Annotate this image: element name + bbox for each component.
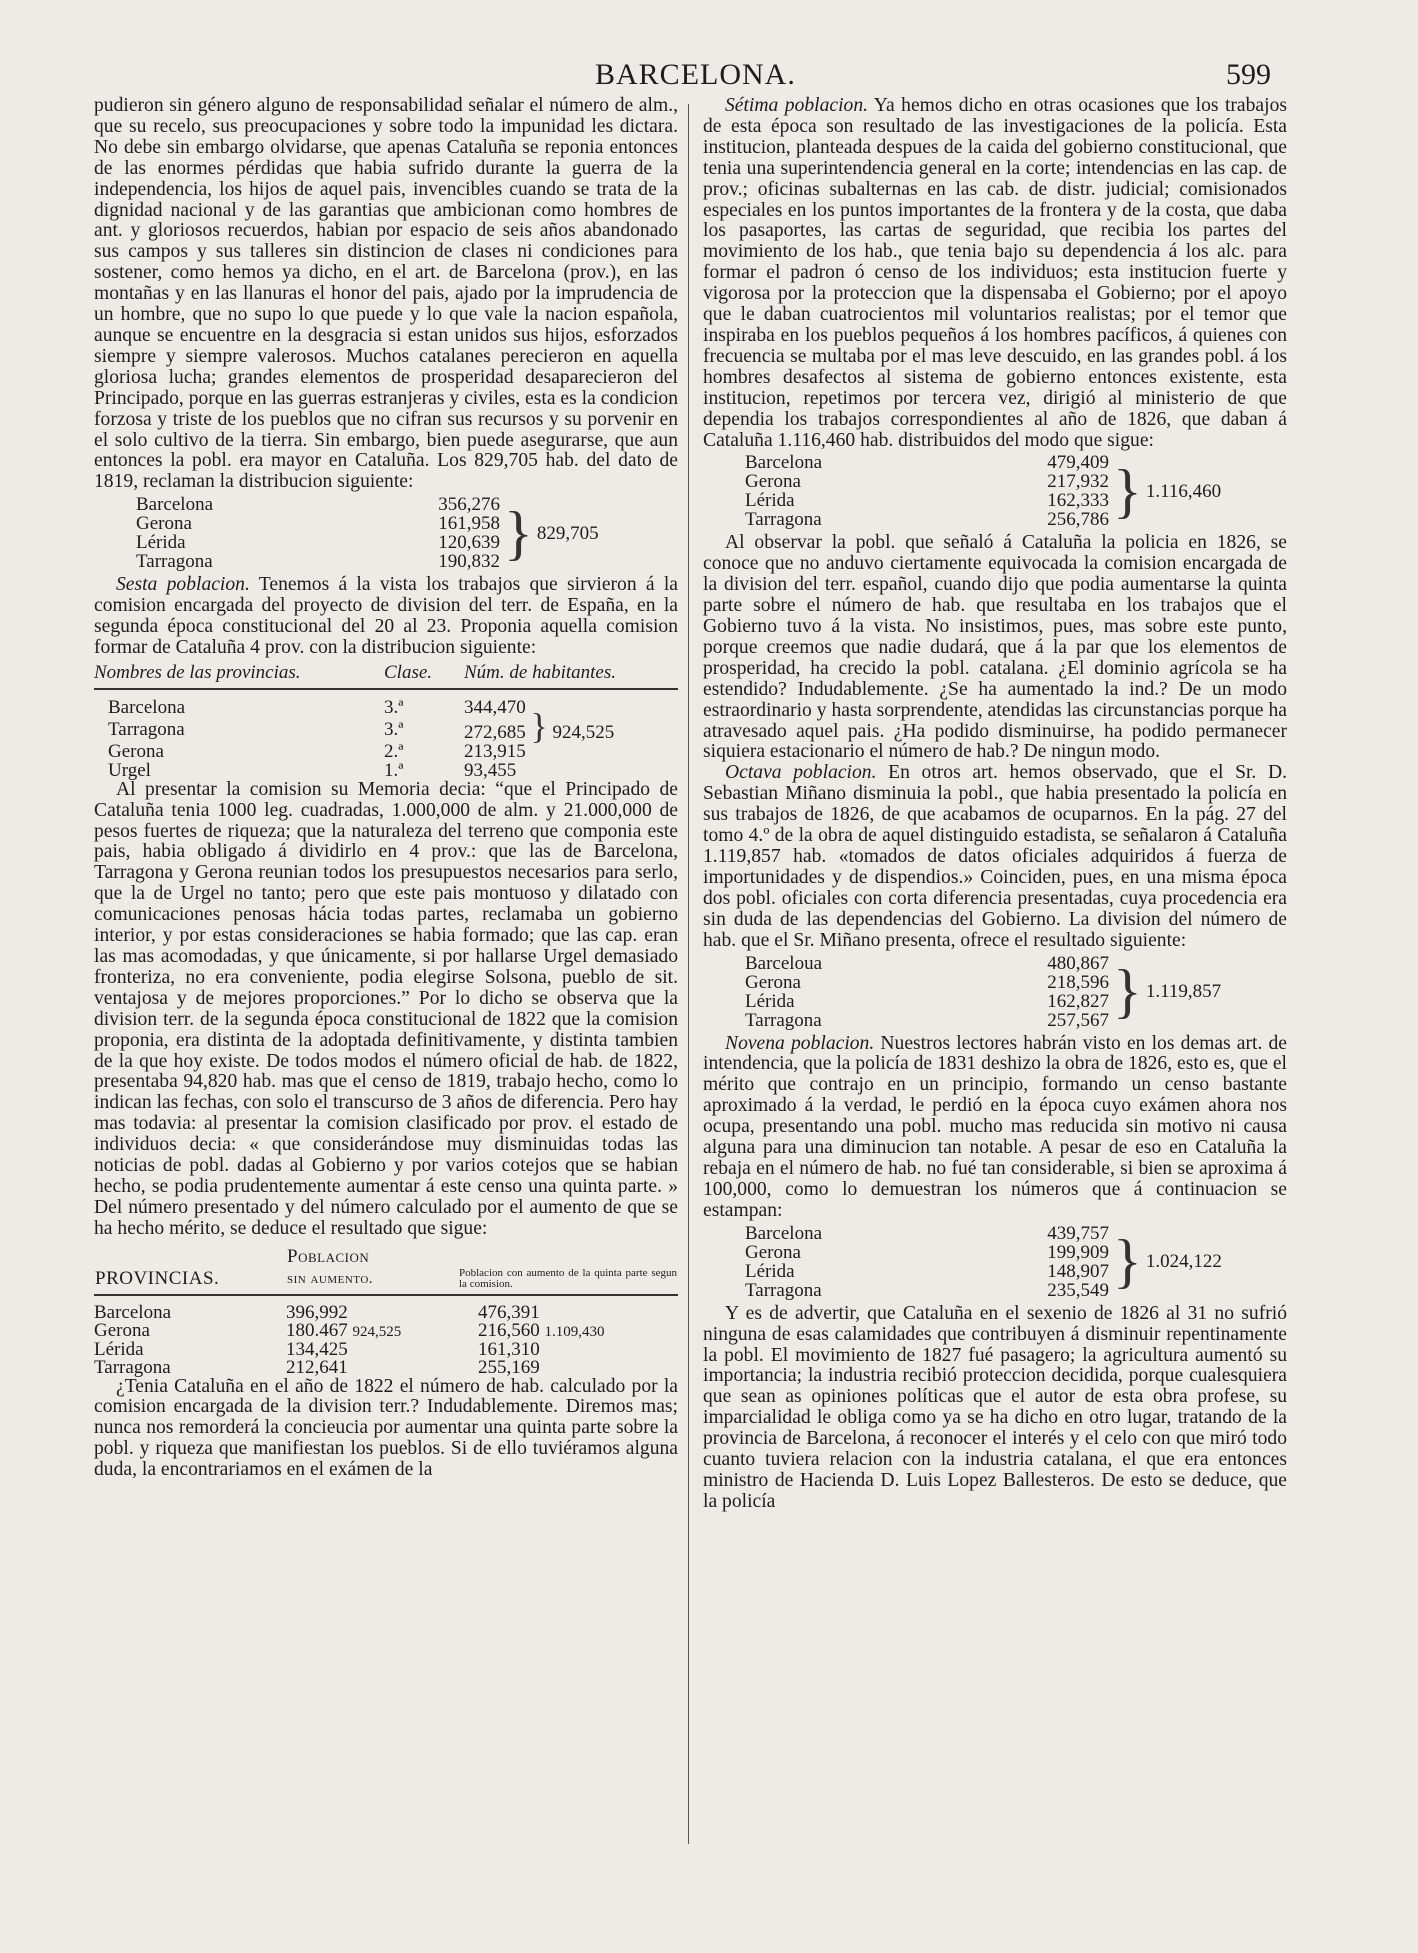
paragraph-text: Nuestros lectores habrán visto en los demas art. de intendencia, que la policía de 1831 deshizo la obra de 1826, esto es, que el mérito que contrajo en un principio, formando un censo bastante aproximado á la verdad, le perdió en la época cuyo exámen ahora nos ocupa, presentando una pobl. mucho mas reducida sin motivo ni causa alguna para una diminucion tan notable. A pesar de eso en Cataluña la rebaja en el número de hab. no fué tan considerable, si bien se aproxima á 100,000, como lo demuestran los números que á continuacion se estampan:	[703, 1032, 1287, 1221]
province-name: Gerona	[136, 513, 192, 535]
section-heading: Sesta poblacion.	[116, 574, 250, 596]
province-name: Tarragona	[136, 551, 213, 573]
paragraph-text: En otros art. hemos observado, que el Sr. D. Sebastian Miñano disminuia la pobl., que habia presentado la policía en sus trabajos de 1826, de que acabamos de ocuparnos. En la pág. 27 del tomo 4.º de la obra de aquel distinguido estadista, se señalaron á Cataluña 1.119,857 hab. «tomados de datos oficiales adquiridos á fuerza de importunidades y de dispendios.» Coinciden, pues, en una misma época dos pobl. oficiales con corta diferencia presentadas, cuya procedencia era sin duda de las dependencias del Gobierno. La division del número de hab. que el Sr. Miñano presenta, ofrece el resultado siguiente:	[703, 762, 1287, 951]
subtotal: 924,525	[352, 1323, 402, 1340]
population-with-increase: 216,560 1.109,430	[478, 1319, 605, 1341]
section-heading: Novena poblacion.	[725, 1032, 875, 1054]
population-total: 1.024,122	[1145, 1251, 1222, 1273]
population-value: 235,549	[1047, 1279, 1109, 1301]
province-name: Barcelona	[745, 452, 823, 474]
province-class: 1.ª	[384, 759, 404, 781]
population-value: 93,455	[464, 759, 517, 781]
population-value: 257,567	[1047, 1009, 1109, 1031]
province-name: Gerona	[108, 740, 164, 762]
population-value: 199,909	[1047, 1241, 1109, 1263]
table-row	[94, 717, 678, 742]
population-value: 217,932	[1047, 471, 1109, 493]
total: 1.109,430	[544, 1323, 605, 1340]
table-row	[94, 1359, 678, 1377]
paragraph	[703, 1034, 1287, 1222]
province-class: 2.ª	[384, 740, 404, 762]
table-row	[94, 761, 678, 780]
province-name: Lérida	[745, 1260, 795, 1282]
province-name: Barcelona	[94, 1301, 172, 1323]
population-value: 162,333	[1047, 490, 1109, 512]
province-name: Barcelona	[745, 1222, 823, 1244]
population-value: 161,958	[438, 513, 500, 535]
distribution-table-1819	[134, 495, 601, 571]
paragraph: Al presentar la comision su Memoria decia: “que el Principado de Cataluña tenia 1000 leg. cuadradas, 1.000,000 de alm. y 21.000,000 de pesos fuertes de riqueza; que la naturaleza del terreno que componia este pais, habia obligado á dividirlo en 4 prov.: que las de Barcelona, Tarragona y Gerona reunian todos los presupuestos necesarios para serlo, que la de Urgel no tanto; pero que este pais montuoso y dilatado con comunicaciones penosas hácia todas partes, reclamaba un gobierno interior, y por estas consideraciones se habia formado; que las cap. eran las mas acomodadas, y que únicamente, si por hallarse Urgel demasiado fronteriza, no era conveniente, podia elegirse Solsona, pueblo de sit. ventajosa y de mejores proporciones.” Por lo dicho se observa que la division terr. de la segunda época constitucional de 1822 que la comision proponia, era distinta de la adoptada definitivamente, y distinta tambien de la que hoy existe. De todos modos el número oficial de hab. de 1822, presentaba 94,820 hab. mas que el censo de 1819, trabajo hecho, como lo indican las fechas, con solo el transcurso de 3 años de diferencia. Pero hay mas todavia: al presentar la comision clasificado por prov. el estado de individuos decia: « que considerándose muy disminuidas todas las noticias de pobl. dadas al Gobierno y por varios cotejos que se habian hecho, se podia prudentemente aumentar á este censo una quinta parte. » Del número presentado y del número calculado por el aumento de que se ha hecho mérito, se deduce el resultado que sigue:	[94, 778, 678, 1239]
province-name: Tarragona	[745, 1009, 822, 1031]
province-name: Gerona	[745, 471, 801, 493]
province-name: Barcelona	[136, 494, 214, 516]
paragraph-text: Ya hemos dicho en otras ocasiones que los trabajos de esta época son resultado de las investigaciones de la policía. Esta institucion, planteada despues de la caida del gobierno constitucional, que tenia una superintendencia general en la corte; intendencias en las cap. de prov.; oficinas subalternas en las cab. de distr. judicial; comisionados especiales en los puntos importantes de la frontera y de la costa, que daba los pasaportes, las cartas de seguridad, que recibia los partes del movimiento de los hab., que tenia bajo su dependencia á los alc. para formar el padron ó censo de los individuos; esta institucion fuerte y vigorosa por la proteccion que la dispensaba el Gobierno; por el apoyo que le daban cuatrocientos mil voluntarios realistas; por el temor que inspiraba en los pueblos pequeños á los hombres pacíficos, á quienes con frecuencia se multaba por el mas leve descuido, en las grandes pobl. á los hombres desafectos al sistema de gobierno entonces existente, esta institucion, repetimos por tercera vez, dirigió al ministerio de que dependia los trabajos correspondientes al año de 1826, que daban á Cataluña 1.116,460 hab. distribuidos del modo que sigue:	[703, 95, 1287, 451]
brace: }	[530, 705, 548, 746]
population-value: 213,915	[464, 740, 526, 762]
table-row	[94, 1322, 678, 1341]
province-name: Lérida	[136, 532, 186, 554]
brace: }	[1113, 958, 1142, 1025]
column-header: Poblacion con aumento de la quinta parte segun la comision.	[458, 1246, 678, 1295]
province-name: Gerona	[745, 971, 801, 993]
province-name: Tarragona	[94, 1356, 171, 1378]
table-row	[134, 495, 601, 514]
population-value: 190,832	[438, 551, 500, 573]
province-class: 3.ª	[384, 718, 404, 740]
province-name: Barceloua	[745, 952, 823, 974]
distribution-table-minano	[743, 954, 1223, 1030]
province-name: Lérida	[745, 490, 795, 512]
table-row	[94, 1341, 678, 1359]
distribution-table-1826	[743, 453, 1223, 529]
population-value: 479,409	[1047, 452, 1109, 474]
table-header-row	[94, 1246, 678, 1295]
population-value: 356,276	[438, 494, 500, 516]
province-name: Gerona	[94, 1320, 150, 1341]
population-value: 439,757	[1047, 1222, 1109, 1244]
column-header: PROVINCIAS.	[94, 1246, 286, 1295]
paragraph: Al observar la pobl. que señaló á Cataluña la policia en 1826, se conoce que no anduvo ciertamente equivocada la comision encargada de la division del terr. español, cuando dijo que podia aumentarse la quinta parte sobre el número de hab. que resultaba en los trabajos que el Gobierno tuvo á la vista. No insistimos, pues, mas sobre este punto, porque creemos que nadie dudará, que á la par que los elementos de prosperidad, ha crecido la pobl. catalana. ¿El dominio agrícola se ha estendido? Indudablemente. ¿Se ha aumentado la ind.? De un modo estraordinario y hasta sorprendente, atendidas las circunstancias porque ha atravesado aquel pais. ¿Ha podido disminuirse, ha podido permanecer siquiera estacionario el número de hab.? De ningun modo.	[703, 532, 1287, 763]
population-with-increase: 161,310	[478, 1338, 540, 1360]
population-without-increase: 180.467 924,525	[286, 1319, 402, 1341]
left-column	[94, 96, 678, 1481]
province-name: Lérida	[745, 990, 795, 1012]
right-column	[703, 96, 1287, 1513]
province-name: Lérida	[94, 1338, 144, 1360]
population-total: 829,705	[536, 522, 599, 544]
brace: }	[1113, 1228, 1142, 1295]
column-header: Poblacion sin aumento.	[286, 1246, 458, 1295]
population-comparison-table	[94, 1246, 678, 1377]
population-value: 162,827	[1047, 990, 1109, 1012]
paragraph	[703, 96, 1287, 451]
table-row	[94, 1295, 678, 1322]
column-header: Clase.	[384, 663, 464, 689]
section-heading: Octava poblacion.	[725, 762, 877, 784]
population-total: 1.119,857	[1145, 981, 1222, 1003]
page-number: 599	[1226, 58, 1271, 91]
column-divider	[688, 104, 689, 1844]
population-without-increase: 134,425	[286, 1338, 348, 1360]
province-name: Urgel	[108, 759, 151, 781]
page-header	[0, 58, 1418, 98]
running-title: BARCELONA.	[595, 58, 796, 91]
paragraph	[94, 575, 678, 659]
population-total: 924,525	[552, 721, 615, 743]
paragraph	[703, 763, 1287, 951]
column-header: Núm. de habitantes.	[464, 663, 678, 689]
brace: }	[504, 499, 533, 566]
population-without-increase: 212,641	[286, 1356, 348, 1378]
population-value: 148,907	[1047, 1260, 1109, 1282]
paragraph-text: Tenemos á la vista los trabajos que sirvieron á la comision encargada del proyecto de division del terr. de España, en la segunda época constitucional del 20 al 23. Proponia aquella comision formar de Cataluña 4 prov. con la distribucion siguiente:	[94, 574, 678, 658]
brace: }	[1113, 457, 1142, 524]
paragraph: pudieron sin género alguno de responsabilidad señalar el número de alm., que su recelo, sus preocupaciones y sobre todo la impunidad les dictara. No debe sin embargo olvidarse, que apenas Cataluña se reponia entonces de las enormes pérdidas que habia sufrido durante la guerra de la independencia, los hijos de aquel pais, invencibles cuando se trata de la dignidad nacional y de las garantias que ambicionan como hombres de ant. y gloriosos recuerdos, habian por espacio de seis años abandonado sus campos y sus talleres sin distincion de clases ni condiciones para sostener, como hemos ya dicho, en el art. de Barcelona (prov.), en las montañas y en las llanuras el honor del pais, ajado por la imprudencia de un hombre, que no supo lo que puede y lo que vale la nacion española, aunque se encuentre en la desgracia si estan unidos sus hijos, esforzados siempre y siempre valerosos. Muchos catalanes perecieron en aquella gloriosa lucha; grandes elementos de prosperidad desaparecieron del Principado, porque en las guerras estranjeras y civiles, esta es la condicion forzosa y triste de los pueblos que no cifran sus recursos y su porvenir en el solo cultivo de la tierra. Sin embargo, bien puede asegurarse, que aun entonces la pobl. era mayor en Cataluña. Los 829,705 hab. del dato de 1819, reclaman la distribucion siguiente:	[94, 95, 678, 493]
column-header: Nombres de las provincias.	[94, 663, 384, 689]
paragraph: ¿Tenia Cataluña en el año de 1822 el número de hab. calculado por la comision encargada de la division terr.? Indudablemente. Diremos mas; nunca nos remorderá la concieucia por aumentar una quinta parte sobre la pobl. y riqueza que manifiestan los pueblos. Si de ello tuviéramos alguna duda, la encontrariamos en el exámen de la	[94, 1375, 678, 1481]
population-value: 218,596	[1047, 971, 1109, 993]
population-value: 120,639	[438, 532, 500, 554]
province-class: 3.ª	[384, 696, 404, 718]
population-value: 272,685 } 924,525	[464, 705, 615, 746]
province-name: Gerona	[745, 1241, 801, 1263]
population-value: 344,470	[464, 696, 526, 718]
provinces-class-table	[94, 663, 678, 780]
province-name: Tarragona	[745, 509, 822, 531]
table-header-row	[94, 663, 678, 689]
population-value: 480,867	[1047, 952, 1109, 974]
population-value: 256,786	[1047, 509, 1109, 531]
table-row	[743, 1224, 1224, 1243]
population-with-increase: 255,169	[478, 1356, 540, 1378]
section-heading: Sétima poblacion.	[725, 95, 869, 116]
distribution-table-1831	[743, 1224, 1224, 1300]
population-without-increase: 396,992	[286, 1301, 348, 1323]
table-row	[743, 453, 1223, 472]
population-with-increase: 476,391	[478, 1301, 540, 1323]
table-row	[94, 689, 678, 717]
province-name: Tarragona	[745, 1279, 822, 1301]
province-name: Barcelona	[108, 696, 186, 718]
paragraph: Y es de advertir, que Cataluña en el sexenio de 1826 al 31 no sufrió ninguna de esas calamidades que contribuyen á disminuir repentinamente la pobl. El movimiento de 1827 fué pasagero; la agricultura aumentó su importancia; la industria recibió proteccion decidida, porque cualesquiera que sean as opiniones políticas que el autor de esta obra profese, su imparcialidad le obliga como ya se ha dicho en otro lugar, tratando de la provincia de Barcelona, á reconocer el interés y el celo con que miró todo cuanto tuviera relacion con la industria catalana, el que era entonces ministro de Hacienda D. Luis Lopez Ballesteros. De esto se deduce, que la policía	[703, 1302, 1287, 1512]
population-total: 1.116,460	[1145, 480, 1222, 502]
table-row	[743, 954, 1223, 973]
table-row	[94, 742, 678, 761]
province-name: Tarragona	[108, 718, 185, 740]
